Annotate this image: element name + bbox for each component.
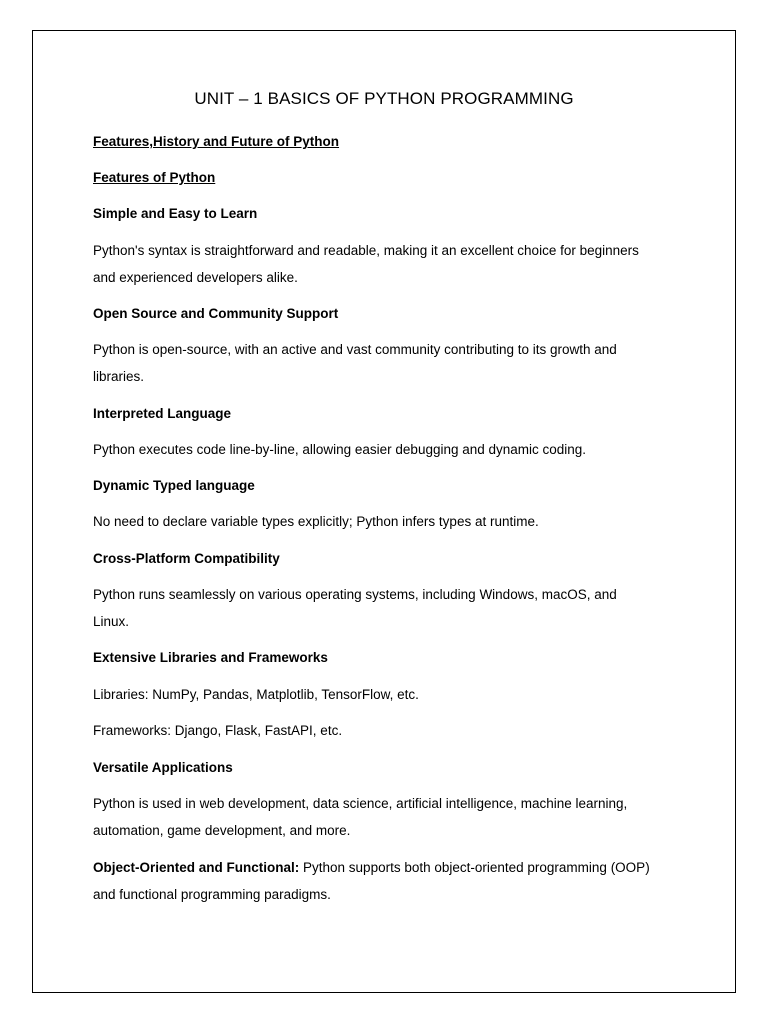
subsection-heading: Features of Python bbox=[93, 170, 216, 185]
feature-text: Libraries: NumPy, Pandas, Matplotlib, TensorFlow, etc. bbox=[93, 687, 419, 702]
final-feature-text: Python supports both object-oriented programming (OOP) bbox=[299, 860, 650, 875]
feature-heading: Cross-Platform Compatibility bbox=[93, 551, 280, 566]
feature-text: Python is open-source, with an active and vast community contributing to its growth and bbox=[93, 342, 617, 357]
section-heading: Features,History and Future of Python bbox=[93, 134, 340, 149]
feature-heading: Dynamic Typed language bbox=[93, 478, 255, 493]
feature-text: and experienced developers alike. bbox=[93, 270, 298, 285]
feature-text: Python is used in web development, data science, artificial intelligence, machine learning, bbox=[93, 796, 628, 811]
feature-text: Frameworks: Django, Flask, FastAPI, etc. bbox=[93, 723, 343, 738]
document-title: UNIT – 1 BASICS OF PYTHON PROGRAMMING bbox=[194, 89, 574, 108]
feature-heading: Interpreted Language bbox=[93, 406, 232, 421]
feature-text: No need to declare variable types explicitly; Python infers types at runtime. bbox=[93, 514, 539, 529]
final-feature-heading: Object-Oriented and Functional: bbox=[93, 860, 300, 875]
final-feature-text-continued: and functional programming paradigms. bbox=[93, 887, 331, 902]
feature-text: Python runs seamlessly on various operating systems, including Windows, macOS, and bbox=[93, 587, 617, 602]
feature-text: automation, game development, and more. bbox=[93, 823, 351, 838]
final-feature-line bbox=[93, 854, 650, 881]
feature-text: libraries. bbox=[93, 369, 145, 384]
feature-heading: Versatile Applications bbox=[93, 760, 233, 775]
feature-heading: Simple and Easy to Learn bbox=[93, 206, 258, 221]
feature-heading: Extensive Libraries and Frameworks bbox=[93, 650, 328, 665]
feature-text: Python executes code line-by-line, allowing easier debugging and dynamic coding. bbox=[93, 442, 587, 457]
feature-text: Linux. bbox=[93, 614, 130, 629]
feature-heading: Open Source and Community Support bbox=[93, 306, 339, 321]
feature-text: Python's syntax is straightforward and readable, making it an excellent choice for beginners bbox=[93, 243, 639, 258]
